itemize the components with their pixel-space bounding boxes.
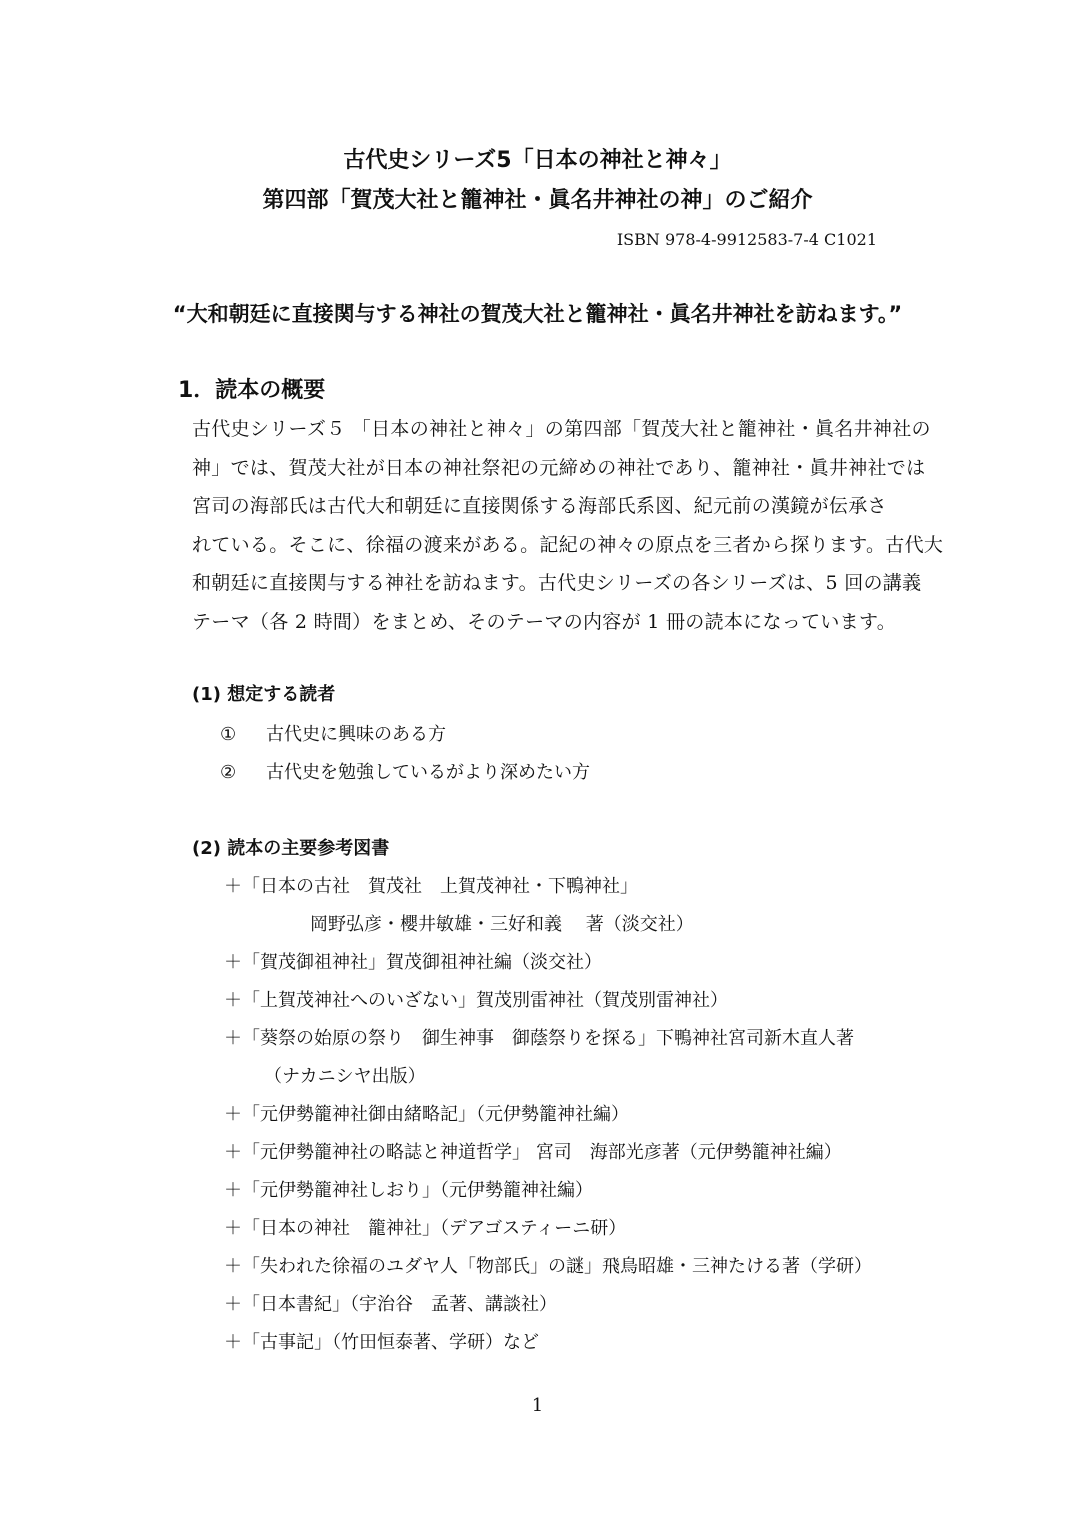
paragraph-line: テーマ（各 2 時間）をまとめ、そのテーマの内容が 1 冊の読本になっています。 bbox=[192, 610, 897, 633]
reference-item-continuation: 岡野弘彦・櫻井敏雄・三好和義 著（淡交社） bbox=[310, 914, 694, 935]
section-heading-overview: 1．読本の概要 bbox=[178, 378, 326, 403]
reader-item bbox=[220, 758, 590, 784]
title-line-2: 第四部「賀茂大社と籠神社・眞名井神社の神」のご紹介 bbox=[262, 188, 813, 213]
reference-item: ＋「日本の神社 籠神社」（デアゴスティーニ研） bbox=[224, 1218, 627, 1239]
reference-item: ＋「日本書紀」（宇治谷 孟著、講談社） bbox=[224, 1294, 557, 1315]
reference-item: ＋「古事記」（竹田恒泰著、学研）など bbox=[224, 1332, 539, 1353]
item-marker: ① bbox=[220, 724, 237, 745]
item-marker: ② bbox=[220, 762, 237, 783]
paragraph-line: 宮司の海部氏は古代大和朝廷に直接関係する海部氏系図、紀元前の漢鏡が伝承さ bbox=[192, 495, 887, 517]
reference-item: ＋「上賀茂神社へのいざない」賀茂別雷神社（賀茂別雷神社） bbox=[224, 990, 728, 1011]
title-line-1: 古代史シリーズ5「日本の神社と神々」 bbox=[343, 148, 732, 173]
reference-item: ＋「元伊勢籠神社しおり」（元伊勢籠神社編） bbox=[224, 1180, 593, 1201]
subheading-readers: (1) 想定する読者 bbox=[192, 684, 336, 705]
paragraph-line: れている。そこに、徐福の渡来がある。記紀の神々の原点を三者から探ります。古代大 bbox=[192, 533, 944, 556]
reader-item bbox=[220, 720, 446, 746]
reference-item: ＋「元伊勢籠神社の略誌と神道哲学」 宮司 海部光彦著（元伊勢籠神社編） bbox=[224, 1142, 842, 1163]
reference-item: ＋「日本の古社 賀茂社 上賀茂神社・下鴨神社」 bbox=[224, 876, 638, 897]
paragraph-line: 神」では、賀茂大社が日本の神社祭祀の元締めの神社であり、籠神社・眞井神社では bbox=[192, 456, 926, 479]
overview-paragraph bbox=[192, 410, 992, 641]
item-text: 古代史を勉強しているがより深めたい方 bbox=[266, 762, 590, 783]
tagline-quote: “大和朝廷に直接関与する神社の賀茂大社と籠神社・眞名井神社を訪ねます。” bbox=[172, 302, 903, 326]
item-text: 古代史に興味のある方 bbox=[266, 724, 446, 745]
reference-item: ＋「葵祭の始原の祭り 御生神事 御蔭祭りを探る」下鴨神社宮司新木直人著 bbox=[224, 1028, 854, 1049]
paragraph-line: 古代史シリーズ５ 「日本の神社と神々」の第四部「賀茂大社と籠神社・眞名井神社の bbox=[192, 418, 931, 440]
reference-item: ＋「元伊勢籠神社御由緒略記」（元伊勢籠神社編） bbox=[224, 1104, 629, 1125]
reference-item-continuation: （ナカニシヤ出版） bbox=[264, 1066, 426, 1087]
isbn-code: ISBN 978-4-9912583-7-4 C1021 bbox=[616, 230, 877, 249]
page-number: 1 bbox=[531, 1395, 544, 1416]
reference-item: ＋「賀茂御祖神社」賀茂御祖神社編（淡交社） bbox=[224, 952, 602, 973]
reference-item: ＋「失われた徐福のユダヤ人「物部氏」の謎」飛鳥昭雄・三神たける著（学研） bbox=[224, 1256, 872, 1277]
subheading-references: (2) 読本の主要参考図書 bbox=[192, 838, 390, 859]
paragraph-line: 和朝廷に直接関与する神社を訪ねます。古代史シリーズの各シリーズは、5 回の講義 bbox=[192, 572, 922, 594]
